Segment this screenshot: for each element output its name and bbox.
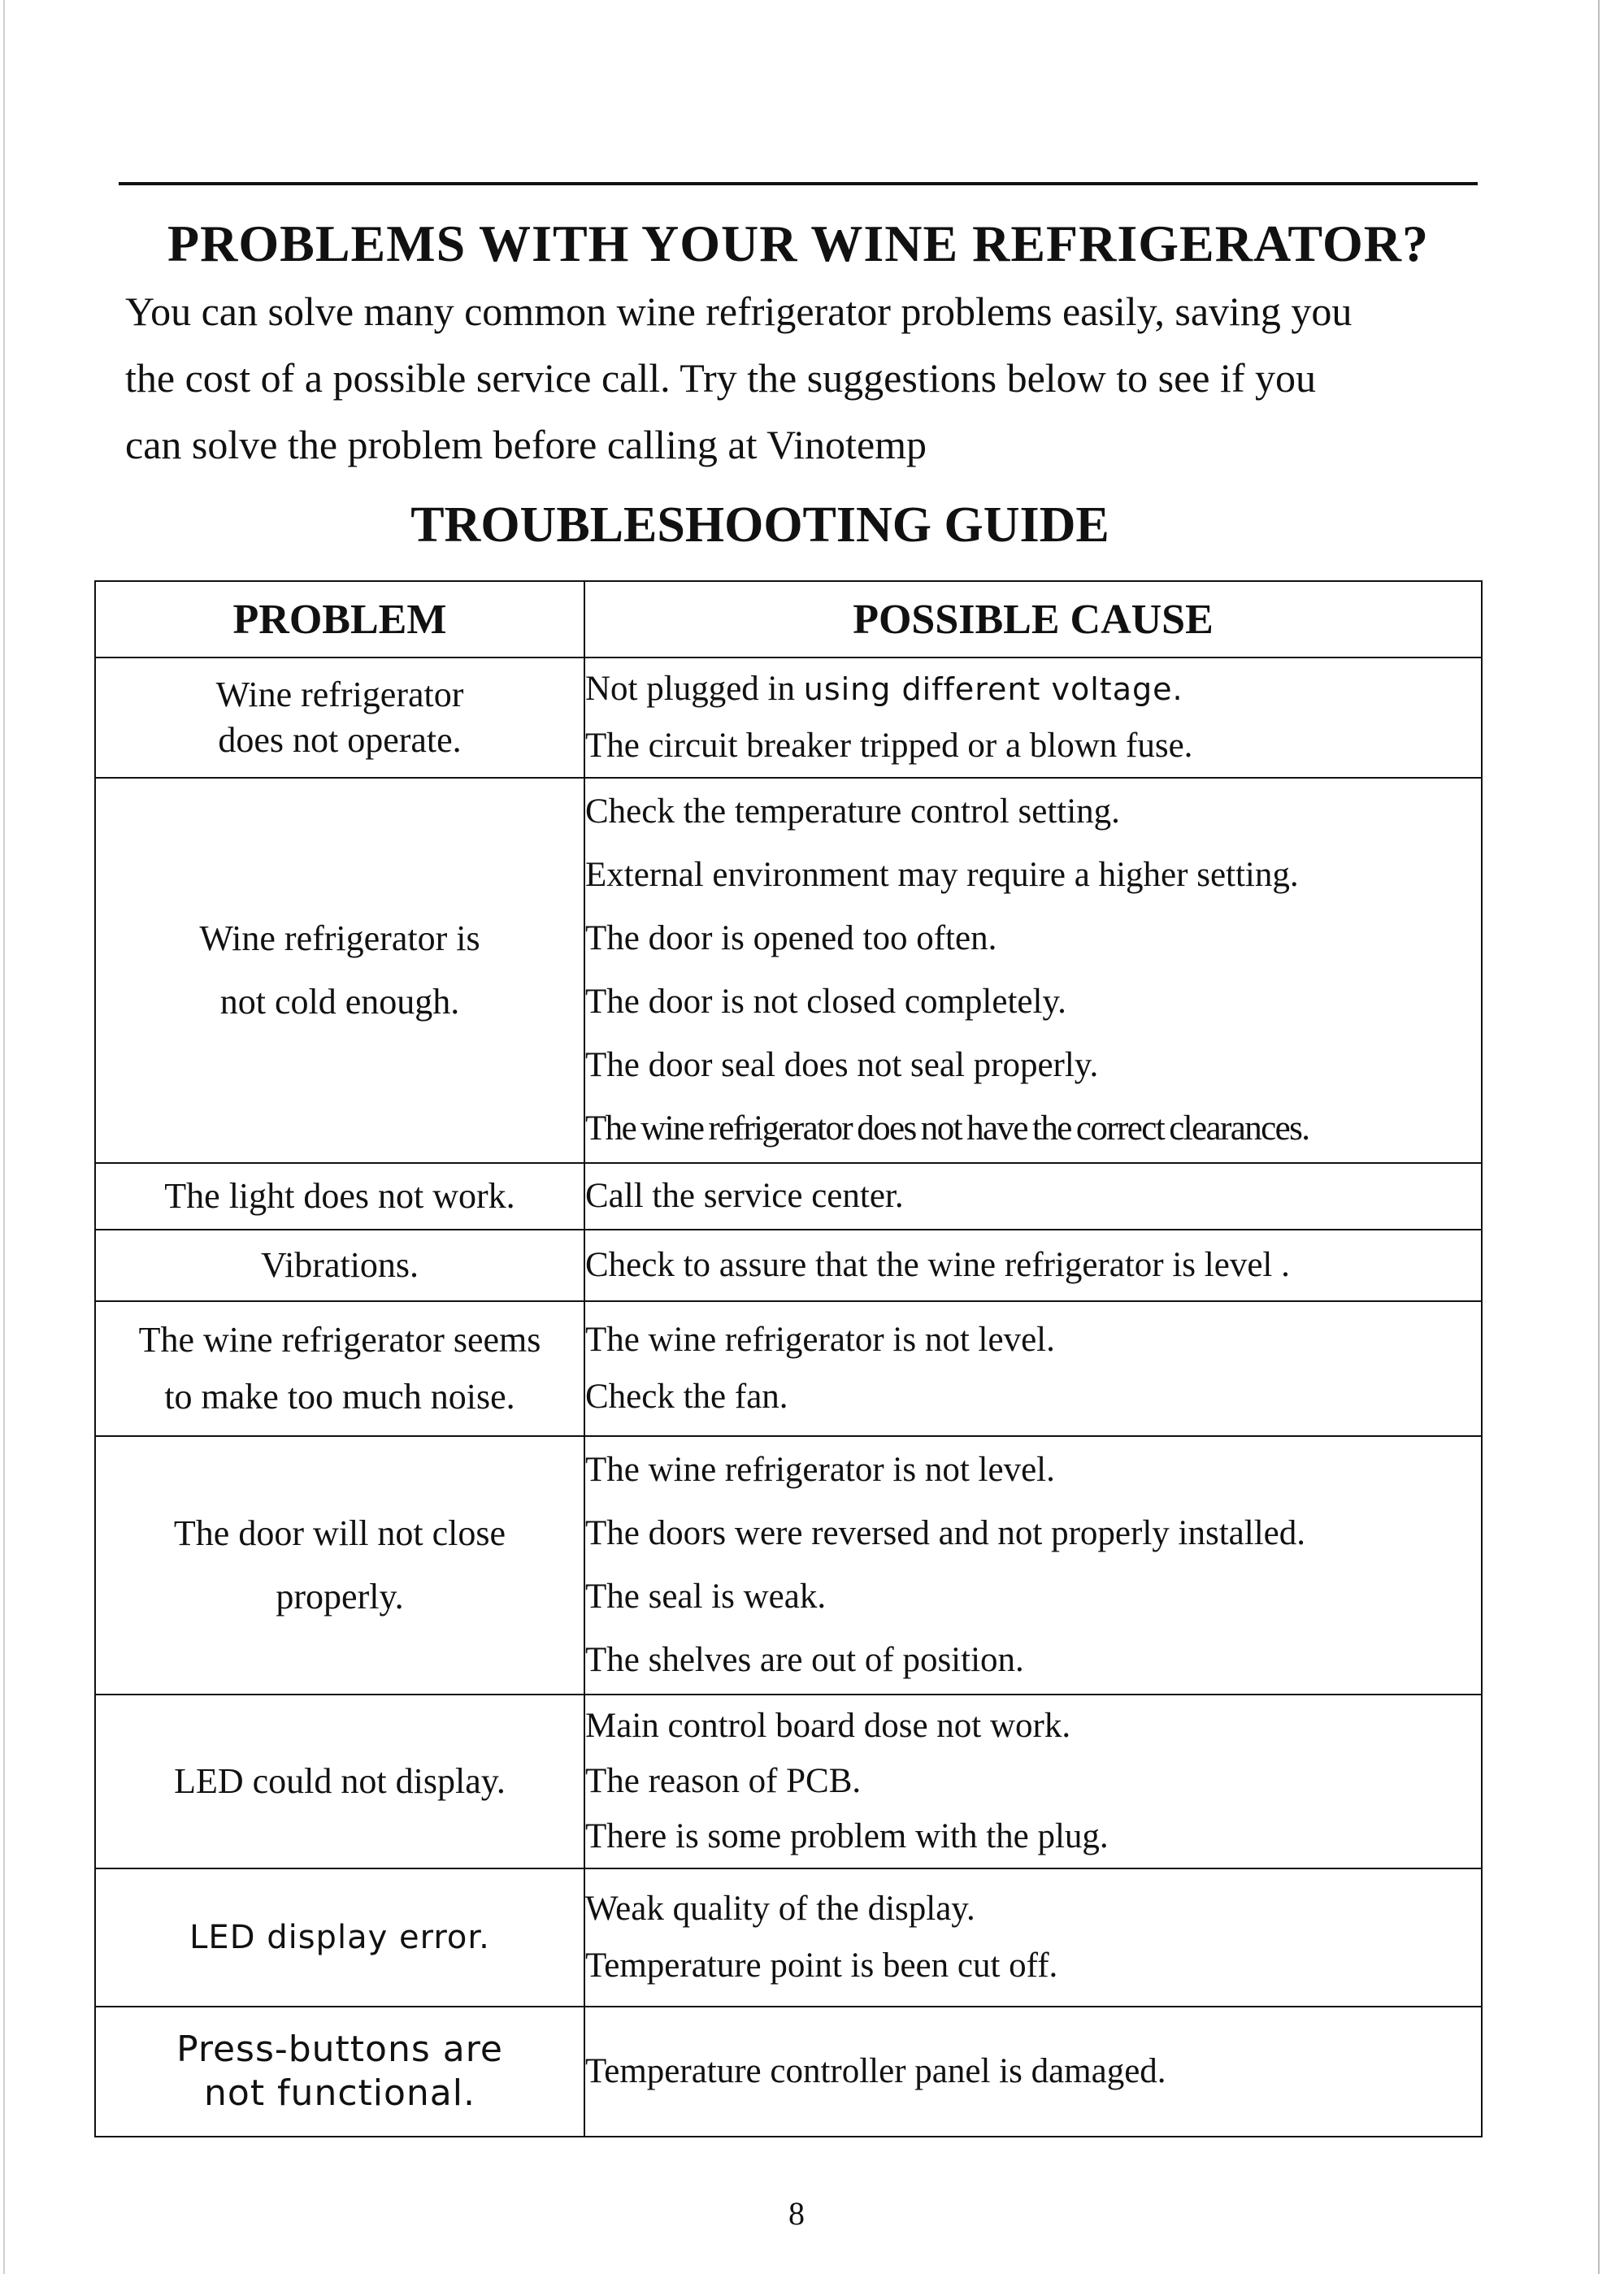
cause-cell xyxy=(584,1230,1482,1301)
problem-line: not functional. xyxy=(204,2072,475,2114)
troubleshooting-table xyxy=(94,580,1483,2137)
intro-line: You can solve many common wine refrigerator problems easily, saving you xyxy=(125,289,1353,334)
cause-line: The door is not closed completely. xyxy=(585,983,1066,1021)
cause-cell xyxy=(584,657,1482,778)
cause-cell xyxy=(584,1301,1482,1436)
problem-line: Wine refrigerator is xyxy=(199,918,480,958)
problem-line: properly. xyxy=(276,1577,404,1617)
cause-text: using different voltage. xyxy=(803,671,1183,707)
cause-line: External environment may require a higher setting. xyxy=(585,856,1299,894)
scan-edge-left xyxy=(3,0,5,2274)
problem-line: not cold enough. xyxy=(219,982,460,1022)
cause-line: Temperature point is been cut off. xyxy=(585,1946,1058,1985)
problem-line: The wine refrigerator seems xyxy=(138,1320,541,1360)
cause-line: The wine refrigerator is not level. xyxy=(585,1451,1055,1489)
table-row xyxy=(95,1436,1482,1695)
table-row xyxy=(95,1301,1482,1436)
cause-line: The wine refrigerator does not have the correct clearances. xyxy=(585,1109,1309,1148)
problem-line: does not operate. xyxy=(218,720,462,760)
page-title: PROBLEMS WITH YOUR WINE REFRIGERATOR? xyxy=(167,215,1429,272)
problem-line: to make too much noise. xyxy=(164,1377,515,1417)
problem-cell xyxy=(95,778,584,1163)
table-row xyxy=(95,2007,1482,2137)
cause-cell xyxy=(584,778,1482,1163)
cause-line: Main control board dose not work. xyxy=(585,1707,1071,1745)
intro-line: the cost of a possible service call. Try the suggestions below to see if you xyxy=(125,355,1317,401)
problem-cell xyxy=(95,1163,584,1230)
guide-title: TROUBLESHOOTING GUIDE xyxy=(410,497,1109,553)
problem-line: LED display error. xyxy=(189,1919,490,1956)
cause-line: Check the fan. xyxy=(585,1378,788,1416)
table-header-row xyxy=(95,581,1482,657)
cause-line: Temperature controller panel is damaged. xyxy=(585,2052,1166,2090)
cause-text: Not plugged in xyxy=(585,670,795,708)
page-number: 8 xyxy=(788,2195,805,2232)
cause-line: The door is opened too often. xyxy=(585,919,997,957)
problem-line: LED could not display. xyxy=(174,1761,506,1801)
cause-line: The seal is weak. xyxy=(585,1577,827,1616)
table-row xyxy=(95,1230,1482,1301)
column-header-cause: POSSIBLE CAUSE xyxy=(584,581,1482,657)
table-row xyxy=(95,1695,1482,1868)
cause-cell xyxy=(584,2007,1482,2137)
top-rule xyxy=(119,182,1478,185)
problem-cell xyxy=(95,657,584,778)
cause-line: Check to assure that the wine refrigerator is level . xyxy=(585,1246,1290,1284)
problem-line: Press-buttons are xyxy=(176,2029,503,2070)
cause-line: There is some problem with the plug. xyxy=(585,1817,1109,1855)
cause-line: The circuit breaker tripped or a blown fuse. xyxy=(585,727,1193,765)
problem-line: The door will not close xyxy=(173,1513,506,1553)
table-row xyxy=(95,1868,1482,2007)
cause-line: The reason of PCB. xyxy=(585,1762,862,1800)
problem-line: Vibrations. xyxy=(260,1245,419,1285)
cause-cell xyxy=(584,1436,1482,1695)
scan-edge-right xyxy=(1598,0,1600,2274)
cause-line: Check the temperature control setting. xyxy=(585,792,1120,831)
cause-cell xyxy=(584,1163,1482,1230)
problem-cell xyxy=(95,1230,584,1301)
intro-paragraph xyxy=(125,278,1474,478)
cause-line: Weak quality of the display. xyxy=(585,1890,975,1928)
column-header-problem: PROBLEM xyxy=(95,581,584,657)
intro-line: can solve the problem before calling at Vinotemp xyxy=(125,422,927,467)
cause-line: The doors were reversed and not properly installed. xyxy=(585,1514,1305,1552)
problem-cell xyxy=(95,1301,584,1436)
problem-cell xyxy=(95,2007,584,2137)
cause-line: The wine refrigerator is not level. xyxy=(585,1321,1055,1359)
cause-line: The door seal does not seal properly. xyxy=(585,1046,1099,1084)
problem-cell xyxy=(95,1695,584,1868)
cause-line: Call the service center. xyxy=(585,1177,904,1215)
table-row xyxy=(95,778,1482,1163)
cause-cell xyxy=(584,1868,1482,2007)
problem-line: Wine refrigerator xyxy=(215,675,464,714)
problem-cell xyxy=(95,1868,584,2007)
problem-cell xyxy=(95,1436,584,1695)
table-row xyxy=(95,1163,1482,1230)
cause-line: The shelves are out of position. xyxy=(585,1641,1024,1679)
cause-line xyxy=(585,661,1481,718)
cause-cell xyxy=(584,1695,1482,1868)
problem-line: The light does not work. xyxy=(164,1176,515,1216)
table-row xyxy=(95,657,1482,778)
